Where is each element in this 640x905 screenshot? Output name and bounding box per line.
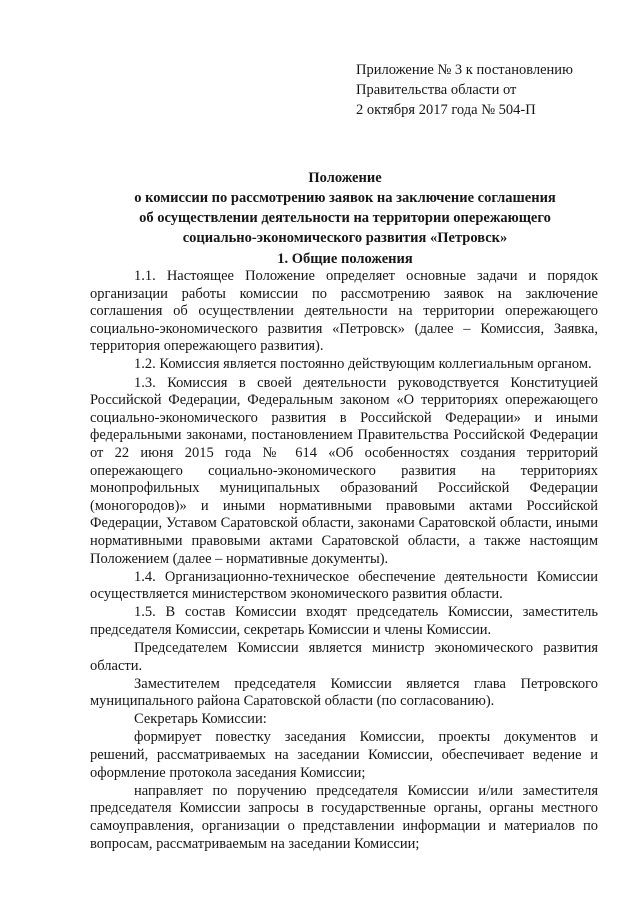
paragraph-deputy-chairman: Заместителем председателя Комиссии является глава Петровского муниципального района Саратовской области (по согласованию). <box>90 675 598 710</box>
paragraph-1-2: 1.2. Комиссия является постоянно действующим коллегиальным органом. <box>134 356 592 373</box>
paragraph-secretary-intro: Секретарь Комиссии: <box>134 711 267 728</box>
paragraph-secretary-duty-2: направляет по поручению председателя Комиссии и/или заместителя председателя Комиссии запросы в государственные органы, органы местного самоуправления, организации о представлении информации и материалов по вопросам, рассматриваемым на заседании Комиссии; <box>90 782 598 852</box>
paragraph-1-5: 1.5. В состав Комиссии входят председатель Комиссии, заместитель председателя Комиссии, секретарь Комиссии и члены Комиссии. <box>90 604 598 638</box>
appendix-line-3: 2 октября 2017 года № 504-П <box>356 102 536 118</box>
appendix-note <box>356 60 626 120</box>
paragraph-secretary-duty-1: формирует повестку заседания Комиссии, проекты документов и решений, рассматриваемых на заседании Комиссии, обеспечивает ведение и оформление протокола заседания Комиссии; <box>90 729 598 781</box>
title-line-3: об осуществлении деятельности на территории опережающего <box>139 210 551 226</box>
paragraph-1-1: 1.1. Настоящее Положение определяет основные задачи и порядок организации работы комиссии по рассмотрению заявок на заключение соглашения об осуществлении деятельности на территории опережающего социально-экономического развития «Петровск» (далее – Комиссия, Заявка, территория опережающего развития). <box>90 268 598 355</box>
section-heading: 1. Общие положения <box>277 251 413 267</box>
title-line-2: о комиссии по рассмотрению заявок на заключение соглашения <box>134 190 556 206</box>
appendix-line-1: Приложение № 3 к постановлению <box>356 62 573 78</box>
title-line-1: Положение <box>308 170 382 186</box>
document-title <box>90 168 600 248</box>
paragraph-1-4: 1.4. Организационно-техническое обеспечение деятельности Комиссии осуществляется министерством экономического развития области. <box>90 568 598 603</box>
title-line-4: социально-экономического развития «Петровск» <box>182 230 508 246</box>
appendix-line-2: Правительства области от <box>356 82 517 98</box>
document-body <box>90 268 598 854</box>
paragraph-1-3: 1.3. Комиссия в своей деятельности руководствуется Конституцией Российской Федерации, Федеральным законом «О территориях опережающего социально-экономического развития в Российской Федерации» и иными федеральными законами, постановлением Правительства Российской Федерации от 22 июня 2015 года № 614 «Об особенностях создания территорий опережающего социально-экономического развития на территориях монопрофильных муниципальных образований Российской Федерации (моногородов)» и иными нормативными правовыми актами Российской Федерации, Уставом Саратовской области, законами Саратовской области, иными нормативными правовыми актами Саратовской области, а также настоящим Положением (далее – нормативные документы). <box>90 374 598 567</box>
paragraph-chairman: Председателем Комиссии является министр экономического развития области. <box>90 639 598 674</box>
